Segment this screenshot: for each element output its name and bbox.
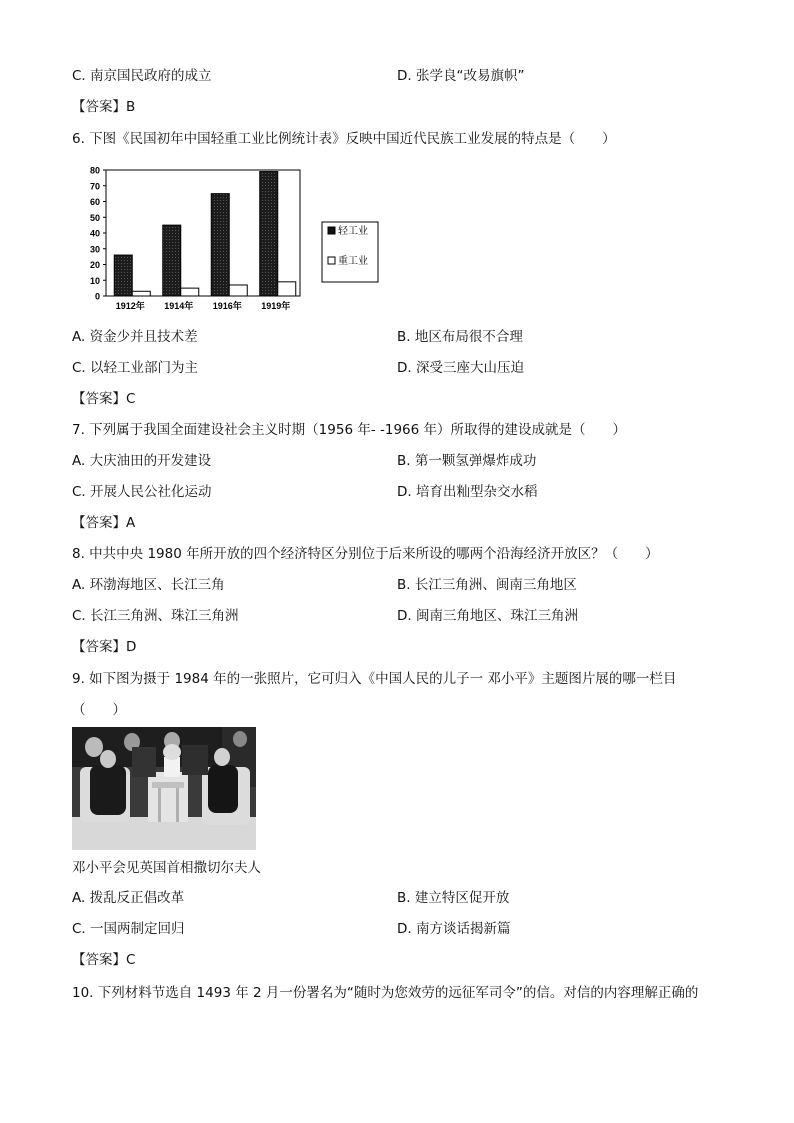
historical-photo — [72, 727, 256, 850]
q8-option-b: B. 长江三角洲、闽南三角地区 — [397, 577, 577, 593]
y-tick-label: 40 — [89, 228, 100, 239]
q8-option-a: A. 环渤海地区、长江三角 — [72, 577, 225, 593]
heavy-industry-bar — [132, 291, 150, 296]
q9-option-b: B. 建立特区促开放 — [397, 890, 510, 906]
light-industry-bar — [114, 255, 132, 296]
q6-stem: 6. 下图《民国初年中国轻重工业比例统计表》反映中国近代民族工业发展的特点是（ ） — [72, 131, 616, 147]
q9-option-d: D. 南方谈话揭新篇 — [397, 921, 511, 937]
industry-bar-chart — [72, 160, 392, 315]
y-tick-label: 20 — [89, 260, 100, 270]
q9-option-a: A. 拨乱反正倡改革 — [72, 890, 185, 906]
q5-option-c: C. 南京国民政府的成立 — [72, 68, 212, 84]
q6-option-c: C. 以轻工业部门为主 — [72, 360, 199, 376]
legend-swatch — [328, 257, 335, 264]
y-tick-label: 70 — [89, 181, 100, 192]
y-tick-label: 80 — [89, 165, 100, 176]
q6-option-a: A. 资金少并且技术差 — [72, 329, 198, 345]
heavy-industry-bar — [278, 282, 296, 296]
x-category-label: 1919年 — [261, 301, 291, 311]
x-category-label: 1914年 — [164, 301, 194, 311]
photo-caption: 邓小平会见英国首相撒切尔夫人 — [72, 860, 261, 876]
q7-option-d: D. 培育出籼型杂交水稻 — [397, 484, 538, 500]
q7-answer: 【答案】A — [72, 515, 136, 531]
q9-option-c: C. 一国两制定回归 — [72, 921, 185, 937]
q10-stem: 10. 下列材料节选自 1493 年 2 月一份署名为“随时为您效劳的远征军司令”的信。对信的内容理解正确的 — [72, 985, 699, 1001]
legend-swatch — [328, 227, 335, 234]
q8-option-c: C. 长江三角洲、珠江三角洲 — [72, 608, 239, 624]
q6-option-b: B. 地区布局很不合理 — [397, 329, 523, 345]
heavy-industry-bar — [181, 288, 199, 296]
y-tick-label: 60 — [89, 197, 100, 207]
q9-answer: 【答案】C — [72, 952, 136, 968]
q8-option-d: D. 闽南三角地区、珠江三角洲 — [397, 608, 578, 624]
q7-option-c: C. 开展人民公社化运动 — [72, 484, 212, 500]
y-tick-label: 10 — [89, 275, 100, 286]
q9-stem: 9. 如下图为摄于 1984 年的一张照片，它可归入《中国人民的儿子一 邓小平》主题图片展的哪一栏目 — [72, 671, 677, 687]
light-industry-bar — [163, 225, 181, 296]
y-tick-label: 50 — [89, 212, 100, 223]
q6-answer: 【答案】C — [72, 391, 136, 407]
q7-option-a: A. 大庆油田的开发建设 — [72, 453, 212, 469]
legend-label: 轻工业 — [338, 226, 368, 237]
x-category-label: 1912年 — [115, 301, 145, 311]
q7-stem: 7. 下列属于我国全面建设社会主义时期（1956 年- -1966 年）所取得的建设成就是（ ） — [72, 422, 626, 438]
light-industry-bar — [211, 194, 229, 296]
q8-stem: 8. 中共中央 1980 年所开放的四个经济特区分别位于后来所设的哪两个沿海经济开放区？（ ） — [72, 546, 659, 562]
y-tick-label: 30 — [89, 244, 100, 255]
q5-option-d: D. 张学良“改易旗帜” — [397, 68, 525, 84]
heavy-industry-bar — [229, 285, 247, 296]
q8-answer: 【答案】D — [72, 639, 137, 655]
legend-label: 重工业 — [338, 256, 368, 267]
q7-option-b: B. 第一颗氢弹爆炸成功 — [397, 453, 537, 469]
y-tick-label: 0 — [94, 291, 100, 302]
x-category-label: 1916年 — [212, 301, 242, 311]
q9-stem-bracket: （ ） — [72, 702, 126, 718]
q5-answer: 【答案】B — [72, 99, 136, 115]
light-industry-bar — [260, 172, 278, 296]
q6-option-d: D. 深受三座大山压迫 — [397, 360, 524, 376]
